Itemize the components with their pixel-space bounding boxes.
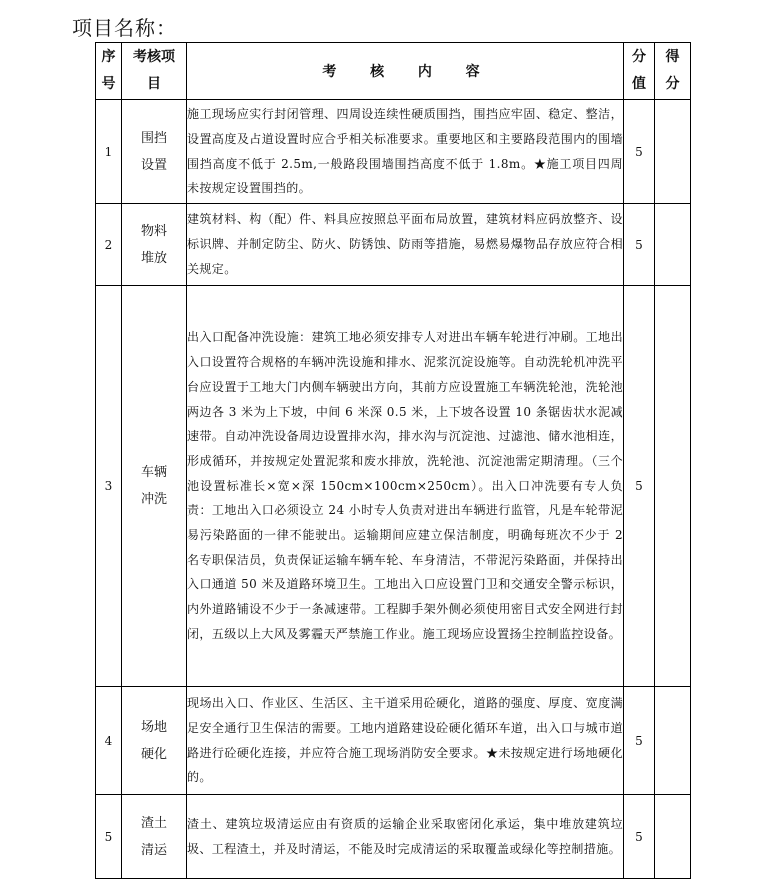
row-item [122,204,187,286]
header-item-line2: 目 [147,76,161,92]
header-got-line2: 分 [665,76,680,92]
header-got [655,43,691,100]
row-item [122,100,187,204]
row-item-line2: 硬化 [140,746,167,762]
row-item-line1: 场地 [140,719,167,735]
row-number: 5 [96,795,122,879]
row-item-line2: 设置 [140,157,167,173]
table-row [96,100,691,204]
table-row [96,204,691,286]
header-item-line1: 考核项 [133,49,175,65]
page-title: 项目名称： [72,16,177,40]
row-content: 渣土、建筑垃圾清运应由有资质的运输企业采取密闭化承运，集中堆放建筑垃圾、工程渣土，并及时清运，不能及时完成清运的采取覆盖或绿化等控制措施。 [187,795,624,879]
row-item-line1: 渣土 [140,815,167,831]
table-header-row [96,43,691,100]
header-score-line2: 值 [632,76,646,92]
row-item-line1: 车辆 [140,465,167,480]
header-score-line1: 分 [632,49,646,65]
row-item [122,286,187,687]
row-score: 5 [624,286,655,687]
row-got-score[interactable] [655,204,691,286]
table-row [96,286,691,687]
row-number: 4 [96,687,122,795]
header-number-line2: 号 [101,76,116,92]
row-item-line1: 物料 [140,223,167,239]
row-item-line2: 冲洗 [140,492,167,507]
header-got-line1: 得 [665,49,680,65]
row-item [122,795,187,879]
row-content: 施工现场应实行封闭管理、四周设连续性硬质围挡，围挡应牢固、稳定、整洁，设置高度及占道设置时应合乎相关标准要求。重要地区和主要路段范围内的围墙围挡高度不低于 2.5m,一般路段围墙围挡高度不低于 1.8m。★施工项目四周未按规定设置围挡的。 [187,100,624,204]
row-got-score[interactable] [655,100,691,204]
row-item-line1: 围挡 [140,130,167,146]
assessment-table [95,42,691,879]
header-item [122,43,187,100]
row-content: 建筑材料、构（配）件、料具应按照总平面布局放置，建筑材料应码放整齐、设标识牌、并制定防尘、防火、防锈蚀、防雨等措施，易燃易爆物品存放应符合相关规定。 [187,204,624,286]
row-item-line2: 清运 [140,842,167,858]
header-score [624,43,655,100]
header-content: 考 核 内 容 [187,43,624,100]
row-got-score[interactable] [655,687,691,795]
row-got-score[interactable] [655,286,691,687]
row-score: 5 [624,687,655,795]
row-number: 3 [96,286,122,687]
row-item-line2: 堆放 [140,250,167,266]
row-score: 5 [624,795,655,879]
row-item [122,687,187,795]
row-content: 出入口配备冲洗设施：建筑工地必须安排专人对进出车辆车轮进行冲刷。工地出入口设置符合规格的车辆冲洗设施和排水、泥浆沉淀设施等。自动洗轮机冲洗平台应设置于工地大门内侧车辆驶出方向，其前方应设置施工车辆洗轮池，洗轮池两边各 3 米为上下坡，中间 6 米深 0.5 米，上下坡各设置 10 条锯齿状水泥减速带。自动冲洗设备周边设置排水沟，排水沟与沉淀池、过滤池、储水池相连，形成循环，并按规定处置泥浆和废水排放，洗轮池、沉淀池需定期清理。（三个池设置标准长×宽×深 150cm×100cm×250cm）。出入口冲洗要有专人负责：工地出入口必须设立 24 小时专人负责对进出车辆进行监管，凡是车轮带泥易污染路面的一律不能驶出。运输期间应建立保洁制度，明确每班次不少于 2 名专职保洁员，负责保证运输车辆车轮、车身清洁，不带泥污染路面，并保持出入口通道 50 米及道路环境卫生。工地出入口应设置门卫和交通安全警示标识，内外道路铺设不少于一条减速带。工程脚手架外侧必须使用密目式安全网进行封闭，五级以上大风及雾霾天严禁施工作业。施工现场应设置扬尘控制监控设备。 [187,286,624,687]
header-number [96,43,122,100]
row-score: 5 [624,204,655,286]
header-number-line1: 序 [101,49,116,65]
row-number: 2 [96,204,122,286]
table-row [96,687,691,795]
row-content: 现场出入口、作业区、生活区、主干道采用砼硬化，道路的强度、厚度、宽度满足安全通行卫生保洁的需要。工地内道路建设砼硬化循环车道，出入口与城市道路进行砼硬化连接，并应符合施工现场消防安全要求。★未按规定进行场地硬化的。 [187,687,624,795]
row-number: 1 [96,100,122,204]
row-got-score[interactable] [655,795,691,879]
table-row [96,795,691,879]
row-score: 5 [624,100,655,204]
